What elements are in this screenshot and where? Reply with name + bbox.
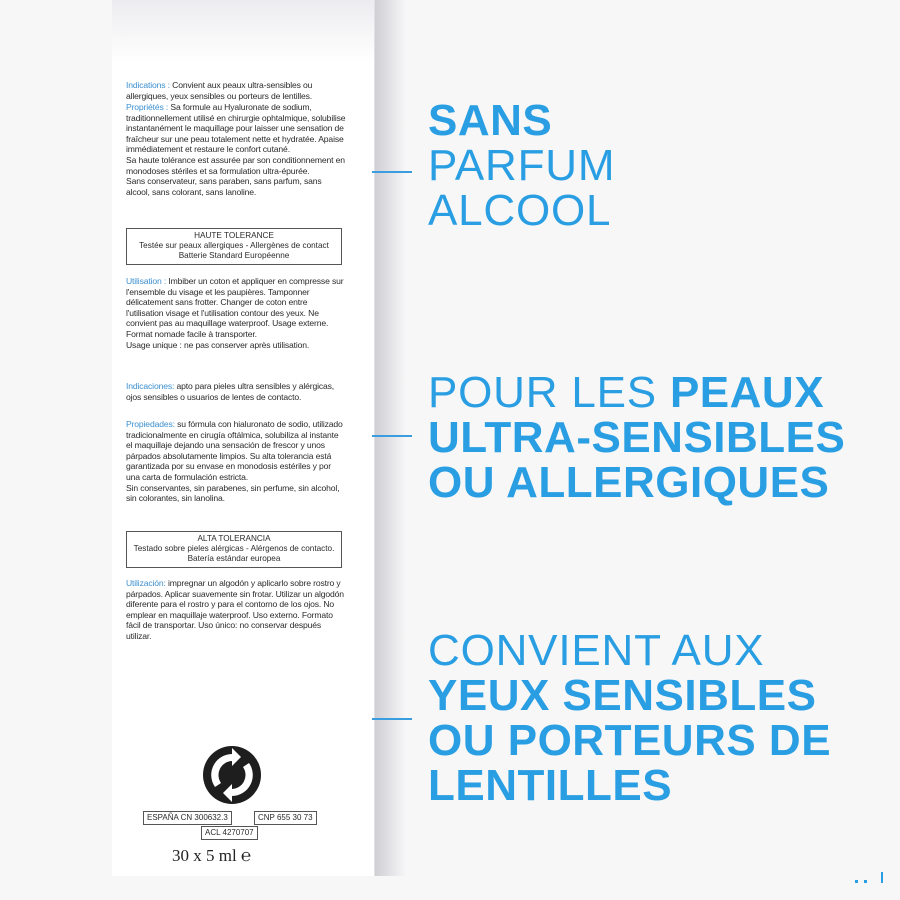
properties-es-label: Propiedades: — [126, 419, 175, 429]
decorative-dots-icon — [855, 868, 895, 888]
indications-fr-text: Convient aux peaux ultra-sensibles ou allergiques, yeux sensibles ou porteurs de lentilles. — [126, 80, 313, 101]
tolerance-es-text: Testado sobre pieles alérgicas - Alérgenos de contacto. Batería estándar europea — [133, 544, 335, 564]
claim2-light-text: POUR LES — [428, 368, 670, 417]
usage-fr-text-3: Usage unique : ne pas conserver après utilisation. — [126, 339, 310, 350]
claim3-line4: LENTILLES — [428, 761, 673, 810]
indications-es-label: Indicaciones: — [126, 381, 175, 391]
code-spain: ESPAÑA CN 300632.3 — [143, 811, 232, 825]
quantity-text: 30 x 5 ml — [172, 846, 237, 865]
properties-fr-block — [126, 102, 346, 197]
quantity-label — [172, 846, 302, 866]
indications-fr-block — [126, 80, 346, 101]
claim2-line3: OU ALLERGIQUES — [428, 458, 830, 507]
claim2-line1 — [428, 368, 825, 417]
claim3-line2: YEUX SENSIBLES — [428, 671, 817, 720]
tolerance-fr-box — [126, 228, 342, 265]
claim1-line3: ALCOOL — [428, 186, 612, 235]
connector-line-1 — [372, 171, 412, 173]
usage-fr-text: Imbiber un coton et appliquer en compresse sur l'ensemble du visage et les paupières. Tamponner délicatement sans frotter. Changer de coton entre l'utilisation visage et l'utilisation contour des yeux. Ne convient pas au maquillage waterproof. Usage externe. — [126, 276, 344, 329]
indications-fr-label: Indications : — [126, 80, 170, 90]
claim3-line3: OU PORTEURS DE — [428, 716, 832, 765]
usage-es-text: impregnar un algodón y aplicarlo sobre rostro y párpados. Aplicar suavemente sin frotar. Utilizar un algodón diferente para el rostro y para el contorno de los ojos. No emplear en maquillaje waterproof. Uso externo. Formato fácil de transportar. Uso único: no conservar después utilizar. — [126, 578, 344, 641]
properties-fr-text-2: Sa haute tolérance est assurée par son conditionnement en monodoses stériles et sa formulation ultra-épurée. — [126, 154, 345, 176]
properties-es-block — [126, 419, 346, 504]
box-top-edge — [112, 0, 374, 62]
properties-fr-text-3: Sans conservateur, sans paraben, sans parfum, sans alcool, sans colorant, sans lanoline. — [126, 176, 322, 197]
properties-fr-label: Propriétés : — [126, 102, 169, 112]
properties-fr-text: Sa formule au Hyaluronate de sodium, traditionnellement utilisé en chirurgie ophtalmique, solubilise instantanément le maquillage pour laisser une sensation de fraîcheur sur une peau totalement nette et hydratée. Apaise immédiatement et restaure le confort cutané. — [126, 102, 346, 155]
usage-es-block — [126, 578, 346, 642]
properties-es-text-2: Sin conservantes, sin parabenes, sin perfume, sin alcohol, sin colorantes, sin lanolina. — [126, 482, 340, 504]
usage-fr-text-2: Format nomade facile à transporter. — [126, 328, 257, 339]
indications-es-block — [126, 381, 346, 402]
green-dot-recycle-icon — [201, 744, 263, 806]
usage-fr-label: Utilisation : — [126, 276, 167, 286]
code-cnp: CNP 655 30 73 — [254, 811, 317, 825]
tolerance-fr-title: HAUTE TOLERANCE — [194, 231, 274, 240]
box-side-shadow — [372, 0, 406, 876]
estimated-sign-icon: ℮ — [240, 846, 252, 865]
claim1-line1: SANS — [428, 96, 553, 145]
usage-es-label: Utilización: — [126, 578, 166, 588]
indications-es-text: apto para pieles ultra sensibles y alérgicas, ojos sensibles o usuarios de lentes de contacto. — [126, 381, 335, 402]
usage-fr-block — [126, 276, 346, 350]
connector-line-2 — [372, 435, 412, 437]
claim1-line2: PARFUM — [428, 141, 616, 190]
claim3-line1: CONVIENT AUX — [428, 626, 765, 675]
claim2-line2: ULTRA-SENSIBLES — [428, 413, 846, 462]
properties-es-text: su fórmula con hialuronato de sodio, utilizado tradicionalmente en cirugía oftálmica, solubiliza al instante el maquillaje dejando una sensación de frescor y unos párpados absolutamente limpios. Su alta tolerancia está garantizada por su envase en monodosis estériles y por una carta de formulación estricta. — [126, 419, 343, 482]
connector-line-3 — [372, 718, 412, 720]
tolerance-es-title: ALTA TOLERANCIA — [197, 534, 271, 543]
tolerance-fr-text: Testée sur peaux allergiques - Allergènes de contact Batterie Standard Européenne — [139, 241, 329, 261]
tolerance-es-box — [126, 531, 342, 568]
code-acl: ACL 4270707 — [201, 826, 258, 840]
claim2-bold-text: PEAUX — [669, 368, 825, 417]
